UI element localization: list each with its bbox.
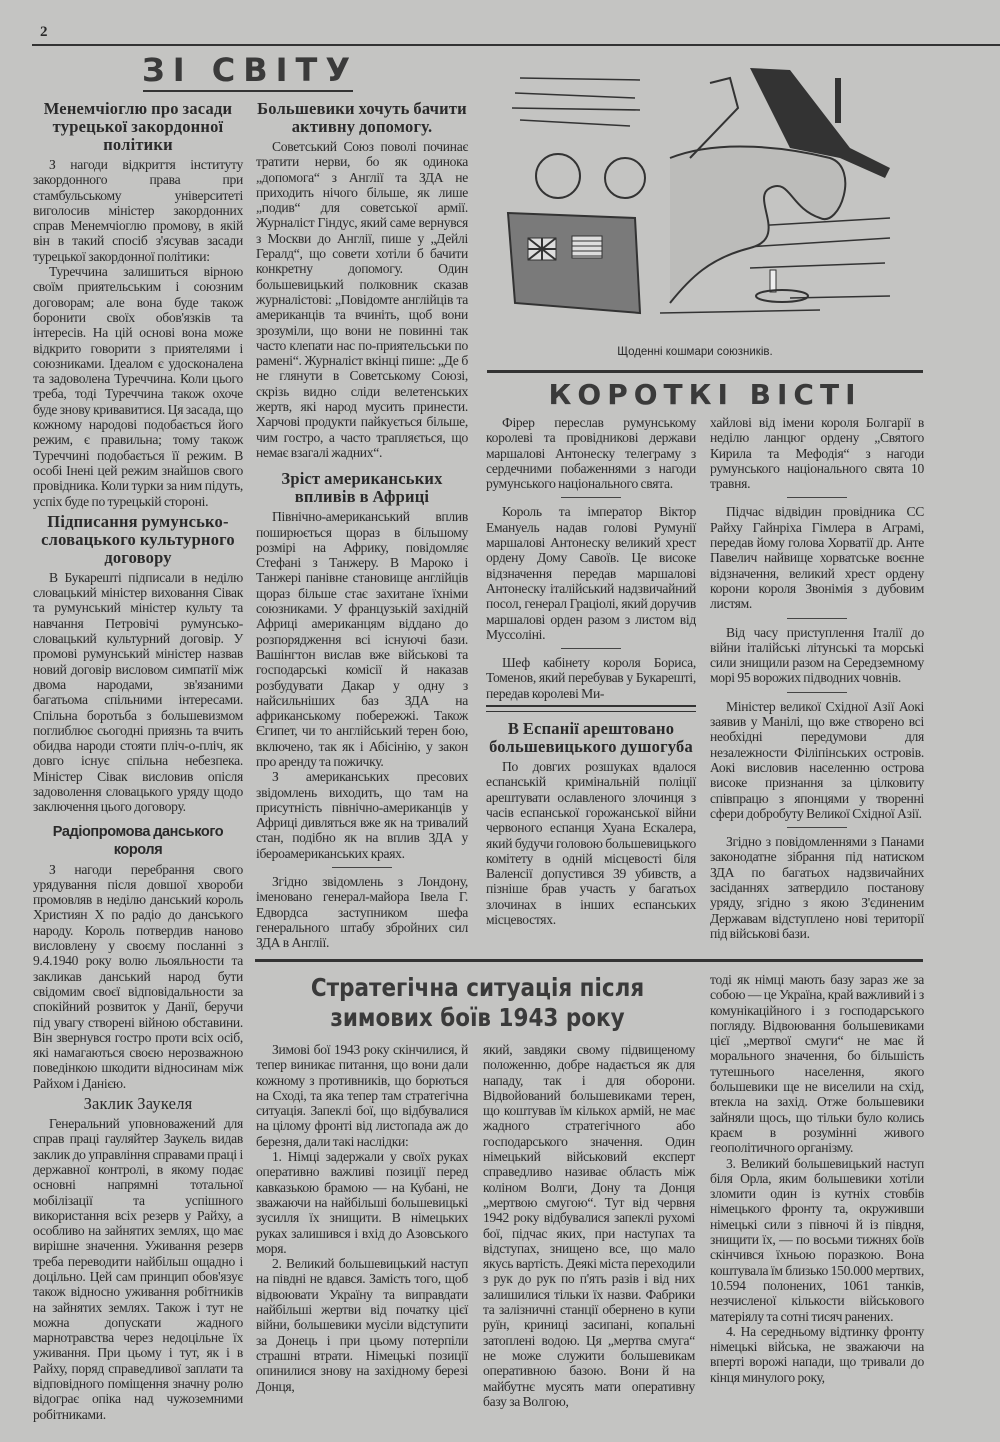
news-item: хайлові від імени короля Болгарії в неділю ланцюг ордену „Святого Кирила та Мефодія“ з нагоди румунського національного свята 10 травня. bbox=[710, 415, 924, 492]
article-paragraph: Згідно звідомлень з Лондону, іменовано генерал-майора Івела Г. Едвордса заступником шефа генерального штабу збройних сил ЗДА в Англії. bbox=[256, 874, 468, 951]
news-top-rule bbox=[487, 370, 923, 373]
strategy-title-line-2: зимових боїв 1943 року bbox=[330, 1003, 625, 1032]
us-flag-icon bbox=[572, 236, 602, 258]
article-title: Заклик Заукеля bbox=[83, 1094, 193, 1114]
separator bbox=[332, 867, 392, 868]
page-number: 2 bbox=[40, 24, 48, 40]
article-paragraph: З нагоди відкриття інституту закордонного права при стамбульському університеті виголосив міністер закордонних справ Менемчіоглю промову, в якій він в такий спосіб з'ясував засади турецької закордонної політики: bbox=[33, 157, 243, 264]
article-paragraph: Зимові бої 1943 року скінчилися, й тепер виникає питання, що вони дали кожному з противників, що борються на Сході, та яка тепер там стратегічна ситуація. Запеклі бої, що відбувалися на цілому фронті від листопада аж до березня, дали такі наслідки: bbox=[256, 1042, 468, 1149]
article-paragraph: який, завдяки свому підвищеному положенню, добре надається як для нападу, так і для оборони. Відвойований большевиками терен, що коштував їм кількох армій, не має жадного стратегічного або господарського значення. Один німецький військовий експерт справедливо називає область між коліном Волги, Дону та Донця „мертвою смугою“. Тут від червня 1942 року відбувалися запеклі рухомі бої, підчас яких, при наступах та відступах, знищено все, що мало якусь вартість. Деякі міста переходили з рук до рук по п'ять разів і від них залишилися тільки їх назви. Фабрики та залізничні станції обернено в купи руїн, криниці засипані, копальні затоплені водою. Ця „мертва смуга“ не може служити большевикам оперативною базою. Вони й на майбутнє мусять мати оперативну базу за Волгою, bbox=[483, 1042, 695, 1409]
column-2 bbox=[256, 98, 468, 951]
article-paragraph: З нагоди перебрання свого урядування після довшої хвороби промовляв в неділю данський король Християн X по радіо до данського народу. Король потвердив наново висловлену у своєму посланні з 9.4.1940 року волю льояльности та закликав данський народ бути свідомим своєї відповідальности за спокійний розвиток у Данії, беручи під увагу створені війною обставини. Він звернувся гостро проти всіх осіб, які намагаються своєю нерозважною поведінкою шкодити відносинам між Райхом і Данією. bbox=[33, 861, 243, 1091]
header-rule bbox=[32, 44, 1000, 46]
strategy-column-b bbox=[483, 1042, 695, 1409]
news-item: Згідно з повідомленнями з Панами законодатне зібрання під натиском ЗДА по багатьох надзвичайних засіданнях затвердило постанову уряду, згідно з якою З'єдиненим Державам відступлено нові території під військові бази. bbox=[710, 834, 924, 941]
separator bbox=[561, 497, 621, 498]
news-item: Шеф кабінету короля Бориса, Томенов, який перебував у Букарешті, передав королеві Ми- bbox=[486, 655, 696, 701]
column-1 bbox=[33, 98, 243, 1422]
article-paragraph: Генеральний уповноважений для справ праці гауляйтер Заукель видав заклик до управління справами праці і державної контролі, в якому подає основні напрямні тотальної мобілізації та успішного використання всіх резерв у Райху, а особливо на зайнятих землях, що має вирішне значення. Уживання резерв треба переводити найбільш ощадно і доцільно. Цей сам принцип обов'язує також відносно уживання робітників на зайнятих землях. Також і тут не можна допускати жадного марнотравства через недоцільне їх уживання. При цьому і тут, як і в Райху, поряд справедливої заплати та відповідного поміщення значну ролю відограє опіка над чужоземними робітниками. bbox=[33, 1116, 243, 1422]
separator bbox=[787, 497, 847, 498]
separator bbox=[787, 692, 847, 693]
article-paragraph: Советський Союз поволі починає тратити нерви, бо як одинока „допомога“ з Англії та ЗДА не приходить нічого більше, як лише „подив“ для советської армії. Журналіст Гіндус, який саме вернувся з Москви до Англії, пише у „Дейлі Гералд“, що совети хотіли б бачити конкретну допомогу. Один большевицький полковник сказав журналістові: „Повідомте англійців та американців та вчиніть, щоб вони зрозуміли, що вони не повинні так часто клепати нас по-приятельськи по рамені“. Журналіст вкінці пише: „Де б не глянути в Советському Союзі, скрізь видно сліди велетенських жертв, які народ мусить принести. Харчові продукти пайкується більше, чим гостро, а часто трапляється, що немає взагалі жадних“. bbox=[256, 139, 468, 460]
article-title: Большевики хочуть бачити активну допомогу. bbox=[257, 99, 467, 136]
article-paragraph: 1. Німці задержали у своїх руках оперативно важливі позиції перед кавказькою брамою — на Кубані, не зважаючи на найбільші большевицькі зусилля їх знищити. В німецьких руках залишився і вхід до Азовського моря. bbox=[256, 1149, 468, 1256]
separator bbox=[787, 827, 847, 828]
section-title: ЗІ СВІТУ bbox=[141, 51, 359, 89]
strategy-column-c bbox=[710, 972, 924, 1385]
news-title: КОРОТКІ ВІСТІ bbox=[548, 378, 862, 411]
article-paragraph: 3. Великий большевицький наступ біля Орла, яким большевики хотіли зломити один із кутніх стовбів німецького фронту та, окруживши німецькі сили з півночі й із півдня, знищити їх, — по восьми тижнях боїв скінчився їхньою поразкою. Вона коштувала їм близько 150.000 мертвих, 10.594 полонених, 1061 танків, незчисленої кількости військового матеріялу та сотні тисяч ранених. bbox=[710, 1155, 924, 1324]
article-paragraph: Північно-американський вплив поширюється щораз в більшому розмірі на Африку, повідомляє Стефані з Танжеру. В Мароко і Танжері панівне становище англійців щораз більше стає захитане їхніми союзниками. У французькій західній Африці американцям віддано до розпорядження всі існуючі бази. Вашінгтон вислав вже військові та господарські комісії й наказав розбудувати Дакар у одну з найсильніших баз ЗДА на африканському побережжі. Також Єгипет, чи то англійський терен бою, включено, так як і Абісінію, у закон про аренду та пожичку. bbox=[256, 509, 468, 769]
cartoon-illustration bbox=[490, 48, 900, 348]
article-paragraph: 4. На середньому відтинку фронту німецькі війська, не зважаючи на вперті ворожі напади, що тривали до кінця минулого року, bbox=[710, 1323, 924, 1385]
article-paragraph: тоді як німці мають базу зараз же за собою — це Україна, край важливий і з комунікаційного і з господарського погляду. Відвоювання большевиками цієї „мертвої смуги“ не має й морального значення, бо більшість тутешнього населення, якого большевики ще не виселили на схід, втекла на захід. Отже большевики зайняли щось, що тільки було колись краєм в розумінні живого геополітичного організму. bbox=[710, 972, 924, 1156]
news-column-b bbox=[710, 415, 924, 941]
bed-headboard bbox=[508, 213, 640, 313]
startled-head bbox=[605, 158, 645, 198]
strategy-title-line-1: Стратегічна ситуація після bbox=[310, 973, 645, 1002]
article-paragraph: В Букарешті підписали в неділю словацький міністер виховання Сівак та румунський міністер культу та навчання Петровічі румунсько-словацький культурний договір. У промові румунський міністер назвав новий договір висловом симпатії між двома народами, зв'язаними багатьома спільними інтересами. Спільна боротьба з большевизмом поглиблює сьогодні приязнь та вчить обидва народи стояти пліч-о-пліч, як довго існує спільна небезпека. Міністер Сівак висловив опісля задоволення словацького уряду щодо заключення цього договору. bbox=[33, 569, 243, 815]
news-item: Міністер великої Східної Азії Аокі заявив у Манілі, що вже створено всі необхідні передумови для незалежности Філіпінських островів. Аокі висловив населенню острова високе признання за цілковиту співпрацю з японцями у творенні сфери добробуту Великої Східної Азії. bbox=[710, 698, 924, 821]
news-item: Король та імператор Віктор Емануель надав голові Румунії маршалові Антонеску великий хрест ордену Дому Савоїв. Це високе відзначення передав маршалові Антонеску італійський надзвичайний посол, генерал Граціолі, який доручив маршалові орден разом з листом від Муссоліні. bbox=[486, 504, 696, 642]
sleeper-head bbox=[536, 154, 580, 198]
blanket bbox=[670, 146, 845, 303]
article-title: Зріст американських впливів в Африці bbox=[281, 469, 443, 507]
candle-icon bbox=[770, 270, 776, 292]
strategy-column-a bbox=[256, 1042, 468, 1394]
news-column-a bbox=[486, 415, 696, 927]
news-item: Підчас відвідин провідника СС Райху Гайнріха Гімлера в Аграмі, передав йому голова Хорватії др. Анте Павелич найвище хорватське воєнне відзначення, великий хрест ордену корони короля Звонімія з дубовим листям. bbox=[710, 504, 924, 612]
separator bbox=[561, 648, 621, 649]
strategy-title bbox=[286, 973, 669, 1033]
article-paragraph: По довгих розшуках вдалося еспанській кримінальній поліції арештувати ославленого злочинця з часів еспанської горожанської війни червоного еспанця Хуана Ескалера, який будучи головою большевицького комітету в одній місцевості біля Валенсії допустився 39 убивств, а пізніше брав участь у багатьох злочинах в інших еспанських місцевостях. bbox=[486, 759, 696, 928]
news-item: Фірер переслав румунському королеві та провідникові держави маршалові Антонеску телеграму з сердечними побаженнями з нагоди румунського національного свята. bbox=[486, 415, 696, 492]
article-title: Радіопромова данського короля bbox=[52, 823, 224, 858]
article-paragraph: 2. Великий большевицький наступ на півдні не вдався. Замість того, щоб відвоювати Україну та виправдати найбільші жертви від початку цієї війни, большевики мусіли відступити за Донець і при цьому потерпіли страшні втрати. Німецькі позиції опинилися знову на західному березі Донця, bbox=[256, 1256, 468, 1394]
article-paragraph: Туреччина залишиться вірною своїм приятельським і союзним договорам; але вона буде також боронити своїх обов'язків та інтересів. На цій основі вона може відкрито говорити з приятелями і союзниками. Ідеалом є удосконалена та задоволена Туреччина. Коли цього треба, тоді Туреччина також охоче буде знову кривавитися. Ця засада, що кожному народові подобається його режим, є правильна; тому також Туреччині подобається її режим. В особі Інені цей режим знайшов свого провідника. Коли турки за ним підуть, успіх буде по турецькій стороні. bbox=[33, 264, 243, 509]
article-title: В Еспанії арештовано большевицького душогуба bbox=[489, 719, 693, 757]
article-paragraph: З американських пресових звідомлень виходить, що там на присутність північно-американців у Африці дивляться вже як на тривалий стан, подібно як на вплив ЗДА у ібероамериканських краях. bbox=[256, 769, 468, 861]
strategy-top-rule bbox=[255, 959, 923, 962]
news-item: Від часу приступлення Італії до війни італійські літунські та морські сили знищили разом на Середземному морі 95 ворожих підводних човнів. bbox=[710, 624, 924, 686]
motion-lines bbox=[512, 78, 640, 126]
double-rule bbox=[486, 705, 696, 712]
cartoon-caption: Щоденні кошмари союзників. bbox=[617, 346, 773, 358]
article-title: Підписання румунсько-словацького культурного договору bbox=[41, 511, 235, 567]
article-title: Менемчіоглю про засади турецької закордонної політики bbox=[43, 99, 233, 154]
separator bbox=[787, 618, 847, 619]
cartoon bbox=[490, 48, 900, 363]
section-title-underline bbox=[143, 90, 353, 92]
